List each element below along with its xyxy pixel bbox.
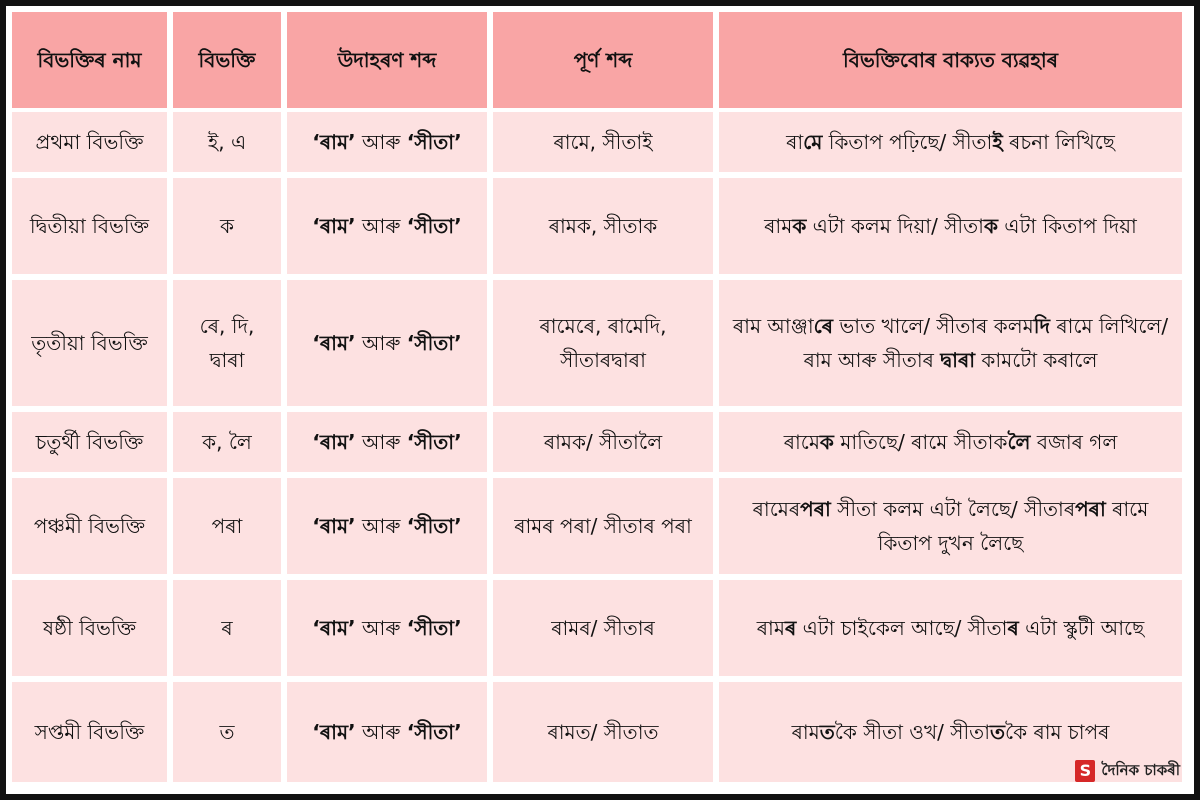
case-name: সপ্তমী বিভক্তি — [34, 720, 145, 744]
case-suffix: ৰ — [221, 616, 233, 640]
case-suffix: ক — [220, 214, 234, 238]
example-word: ‘ৰাম’ — [312, 214, 356, 238]
example-word: ‘ৰাম’ — [312, 430, 356, 454]
header-label: বিভক্তি — [198, 48, 256, 72]
example-word: ‘ৰাম’ — [312, 331, 356, 355]
example-conjunction: আৰু — [355, 331, 407, 355]
example-word: ‘ৰাম’ — [312, 616, 356, 640]
cell-example — [287, 280, 487, 406]
case-suffix: ই, এ — [207, 130, 247, 154]
usage-highlight: ক — [983, 214, 998, 238]
cell-name — [12, 280, 167, 406]
usage-sentence — [764, 209, 1137, 243]
usage-sentence — [727, 492, 1174, 560]
header-label: বিভক্তিৰ নাম — [37, 48, 142, 72]
cell-full-word — [493, 478, 713, 574]
cell-full-word — [493, 112, 713, 172]
usage-text: কামটো কৰালে — [975, 348, 1098, 372]
header-cell-4 — [493, 12, 713, 108]
full-word: ৰামে, সীতাই — [553, 130, 653, 154]
case-suffix: ত — [219, 720, 235, 744]
example-word: ‘ৰাম’ — [312, 720, 356, 744]
usage-highlight: ত — [819, 720, 835, 744]
example-words — [312, 125, 461, 159]
cell-name — [12, 178, 167, 274]
usage-text: ৰাম — [791, 720, 820, 744]
cell-usage — [719, 478, 1182, 574]
case-name: দ্বিতীয়া বিভক্তি — [29, 214, 150, 238]
cell-example — [287, 178, 487, 274]
case-name: প্ৰথমা বিভক্তি — [35, 130, 144, 154]
cell-example — [287, 682, 487, 782]
example-words — [312, 209, 461, 243]
usage-text: ভাত খালে/ সীতাৰ কলম — [833, 314, 1034, 338]
usage-text: ৰাম — [764, 214, 793, 238]
cell-example — [287, 478, 487, 574]
header-cell-3 — [287, 12, 487, 108]
example-conjunction: আৰু — [355, 720, 407, 744]
example-words — [312, 425, 461, 459]
usage-highlight: দি — [1033, 314, 1051, 338]
example-conjunction: আৰু — [355, 130, 407, 154]
usage-sentence — [757, 611, 1144, 645]
usage-text: কিতাপ পঢ়িছে/ সীতা — [822, 130, 993, 154]
usage-highlight: ৰ — [1007, 616, 1019, 640]
usage-text: ৰচনা লিখিছে — [1002, 130, 1115, 154]
case-name: পঞ্চমী বিভক্তি — [33, 514, 146, 538]
usage-text: কৈ সীতা ওখ/ সীতা — [834, 720, 990, 744]
example-word: ‘সীতা’ — [406, 616, 462, 640]
cell-example — [287, 112, 487, 172]
usage-text: এটা চাইকেল আছে/ সীতা — [796, 616, 1008, 640]
cell-usage — [719, 580, 1182, 676]
case-suffix: পৰা — [211, 514, 243, 538]
example-words — [312, 715, 461, 749]
cell-suffix — [173, 478, 281, 574]
cell-suffix — [173, 112, 281, 172]
usage-sentence — [792, 715, 1110, 749]
usage-text: এটা স্কুটী আছে — [1018, 616, 1145, 640]
usage-highlight: ক — [819, 430, 834, 454]
cell-usage — [719, 412, 1182, 472]
usage-text: ৰামেৰ — [752, 497, 801, 521]
example-words — [312, 509, 461, 543]
example-conjunction: আৰু — [355, 214, 407, 238]
usage-text: ৰামে — [783, 430, 820, 454]
usage-sentence — [786, 125, 1115, 159]
usage-text: এটা কলম দিয়া/ সীতা — [806, 214, 984, 238]
header-cell-1 — [12, 12, 167, 108]
full-word: ৰামেৰে, ৰামেদি, সীতাৰদ্বাৰা — [539, 314, 667, 372]
example-words — [312, 611, 461, 645]
usage-highlight: পৰা — [1075, 497, 1106, 521]
cell-usage — [719, 280, 1182, 406]
case-name: তৃতীয়া বিভক্তি — [31, 331, 148, 355]
logo-text: দৈনিক চাকৰী — [1101, 760, 1180, 779]
cell-name — [12, 580, 167, 676]
header-cell-2 — [173, 12, 281, 108]
cell-name — [12, 412, 167, 472]
example-word: ‘সীতা’ — [406, 514, 462, 538]
usage-highlight: মে — [803, 130, 823, 154]
header-label: পূৰ্ণ শব্দ — [573, 48, 633, 72]
cell-full-word — [493, 412, 713, 472]
usage-text: মাতিছে/ ৰামে সীতাক — [833, 430, 1008, 454]
usage-highlight: ৰ — [784, 616, 797, 640]
cell-full-word — [493, 682, 713, 782]
cell-suffix — [173, 178, 281, 274]
cell-name — [12, 112, 167, 172]
full-word: ৰামৰ পৰা/ সীতাৰ পৰা — [514, 514, 692, 538]
usage-text: সীতা কলম এটা লৈছে/ সীতাৰ — [830, 497, 1076, 521]
usage-text: এটা কিতাপ দিয়া — [997, 214, 1137, 238]
usage-text: বজাৰ গল — [1030, 430, 1118, 454]
cell-usage — [719, 112, 1182, 172]
full-word: ৰামক/ সীতালৈ — [543, 430, 663, 454]
example-conjunction: আৰু — [355, 514, 407, 538]
usage-highlight: ই — [992, 130, 1003, 154]
cell-full-word — [493, 580, 713, 676]
cell-example — [287, 412, 487, 472]
cell-full-word — [493, 280, 713, 406]
brand-logo — [1075, 758, 1180, 784]
example-word: ‘ৰাম’ — [312, 514, 356, 538]
cell-example — [287, 580, 487, 676]
usage-text: ৰামে লিখিলে/ ৰাম আৰু সীতাৰ — [803, 314, 1175, 372]
cell-suffix — [173, 280, 281, 406]
cell-suffix — [173, 412, 281, 472]
usage-text: ৰাম আঞ্জা — [732, 314, 814, 338]
logo-icon: S — [1075, 760, 1095, 782]
cell-name — [12, 478, 167, 574]
example-word: ‘সীতা’ — [406, 331, 462, 355]
example-conjunction: আৰু — [355, 430, 407, 454]
usage-text: ৰাম — [756, 616, 785, 640]
full-word: ৰামৰ/ সীতাৰ — [551, 616, 655, 640]
example-word: ‘সীতা’ — [406, 214, 462, 238]
example-words — [312, 326, 461, 360]
example-word: ‘ৰাম’ — [312, 130, 356, 154]
full-word: ৰামক, সীতাক — [548, 214, 658, 238]
cell-full-word — [493, 178, 713, 274]
usage-highlight: পৰা — [800, 497, 831, 521]
example-word: ‘সীতা’ — [406, 130, 462, 154]
cell-suffix — [173, 682, 281, 782]
example-conjunction: আৰু — [355, 616, 407, 640]
cell-suffix — [173, 580, 281, 676]
usage-highlight: ক — [792, 214, 807, 238]
usage-highlight: লৈ — [1007, 430, 1031, 454]
case-name: চতুৰ্থী বিভক্তি — [35, 430, 144, 454]
usage-highlight: ৰে — [813, 314, 834, 338]
cell-name — [12, 682, 167, 782]
usage-highlight: ত — [990, 720, 1006, 744]
cell-usage — [719, 178, 1182, 274]
header-label: বিভক্তিবোৰ বাক্যত ব্যৱহাৰ — [843, 48, 1058, 72]
case-name: ষষ্ঠী বিভক্তি — [42, 616, 137, 640]
usage-text: কৈ ৰাম চাপৰ — [1005, 720, 1110, 744]
header-label: উদাহৰণ শব্দ — [337, 48, 437, 72]
usage-text: ৰামে কিতাপ দুখন লৈছে — [877, 497, 1155, 555]
usage-text: ৰা — [786, 130, 804, 154]
usage-highlight: দ্বাৰা — [940, 348, 976, 372]
case-suffix: ৰে, দি, দ্বাৰা — [199, 314, 255, 372]
case-suffix: ক, লৈ — [202, 430, 252, 454]
usage-sentence — [784, 425, 1118, 459]
usage-sentence — [727, 309, 1174, 377]
header-cell-5 — [719, 12, 1182, 108]
example-word: ‘সীতা’ — [406, 720, 462, 744]
example-word: ‘সীতা’ — [406, 430, 462, 454]
full-word: ৰামত/ সীতাত — [547, 720, 659, 744]
